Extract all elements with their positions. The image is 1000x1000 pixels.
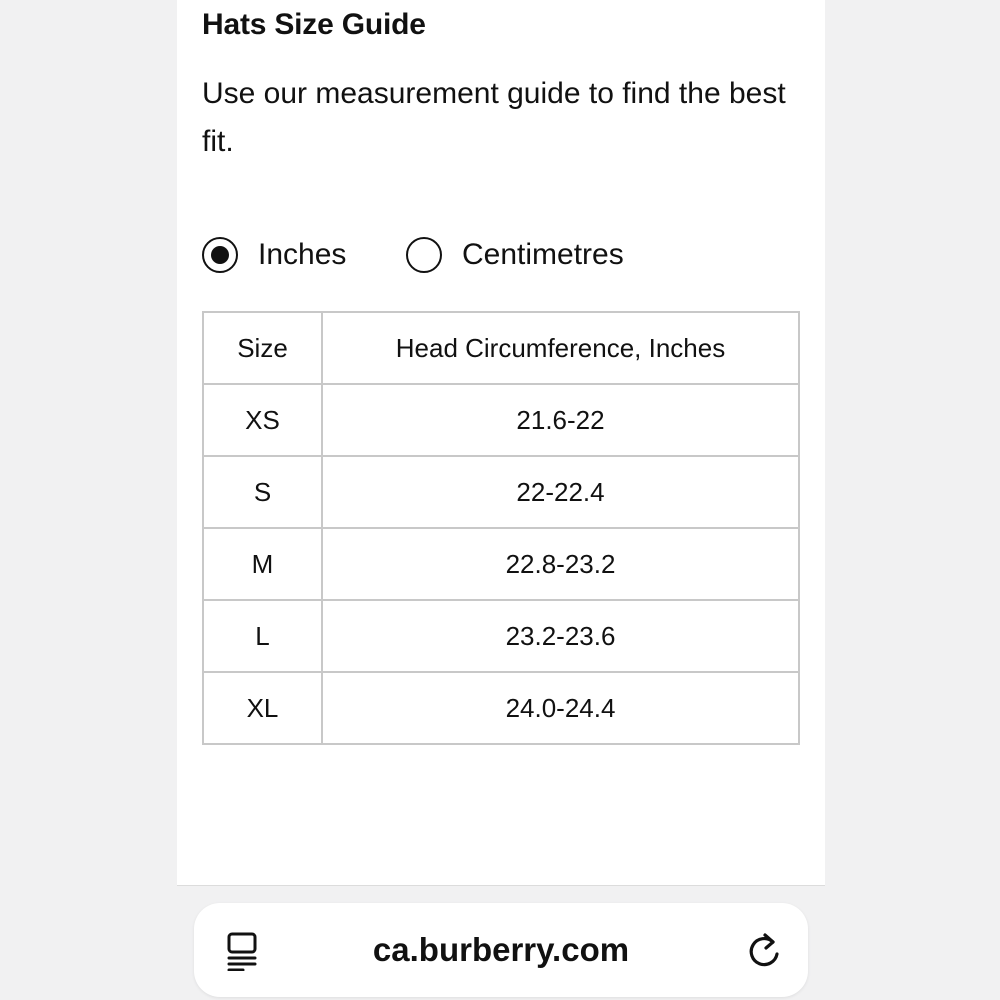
size-cell: XS: [203, 384, 322, 456]
circumference-cell: 24.0-24.4: [322, 672, 799, 744]
size-guide-panel: [177, 0, 825, 885]
size-column-header: Size: [203, 312, 322, 384]
circumference-cell: 21.6-22: [322, 384, 799, 456]
centimetres-label: Centimetres: [462, 238, 624, 271]
radio-unselected-icon: [406, 237, 442, 273]
size-cell: L: [203, 600, 322, 672]
table-header-row: [203, 312, 799, 384]
guide-description: Use our measurement guide to find the best fit.: [202, 77, 786, 158]
reload-icon[interactable]: [746, 930, 784, 970]
inches-label: Inches: [258, 238, 347, 271]
browser-address-bar[interactable]: [194, 903, 808, 997]
circumference-column-header: Head Circumference, Inches: [322, 312, 799, 384]
unit-selector: [202, 232, 802, 278]
table-row: [203, 672, 799, 744]
table-row: [203, 456, 799, 528]
circumference-cell: 22.8-23.2: [322, 528, 799, 600]
size-table: [202, 311, 800, 745]
circumference-cell: 23.2-23.6: [322, 600, 799, 672]
size-cell: S: [203, 456, 322, 528]
centimetres-radio[interactable]: [406, 232, 624, 278]
size-cell: XL: [203, 672, 322, 744]
size-cell: M: [203, 528, 322, 600]
divider: [177, 885, 825, 886]
table-row: [203, 528, 799, 600]
url-text[interactable]: ca.burberry.com: [372, 931, 630, 968]
table-row: [203, 384, 799, 456]
table-row: [203, 600, 799, 672]
inches-radio[interactable]: [202, 232, 346, 278]
radio-selected-icon: [202, 237, 238, 273]
circumference-cell: 22-22.4: [322, 456, 799, 528]
page-title: Hats Size Guide: [202, 8, 426, 41]
